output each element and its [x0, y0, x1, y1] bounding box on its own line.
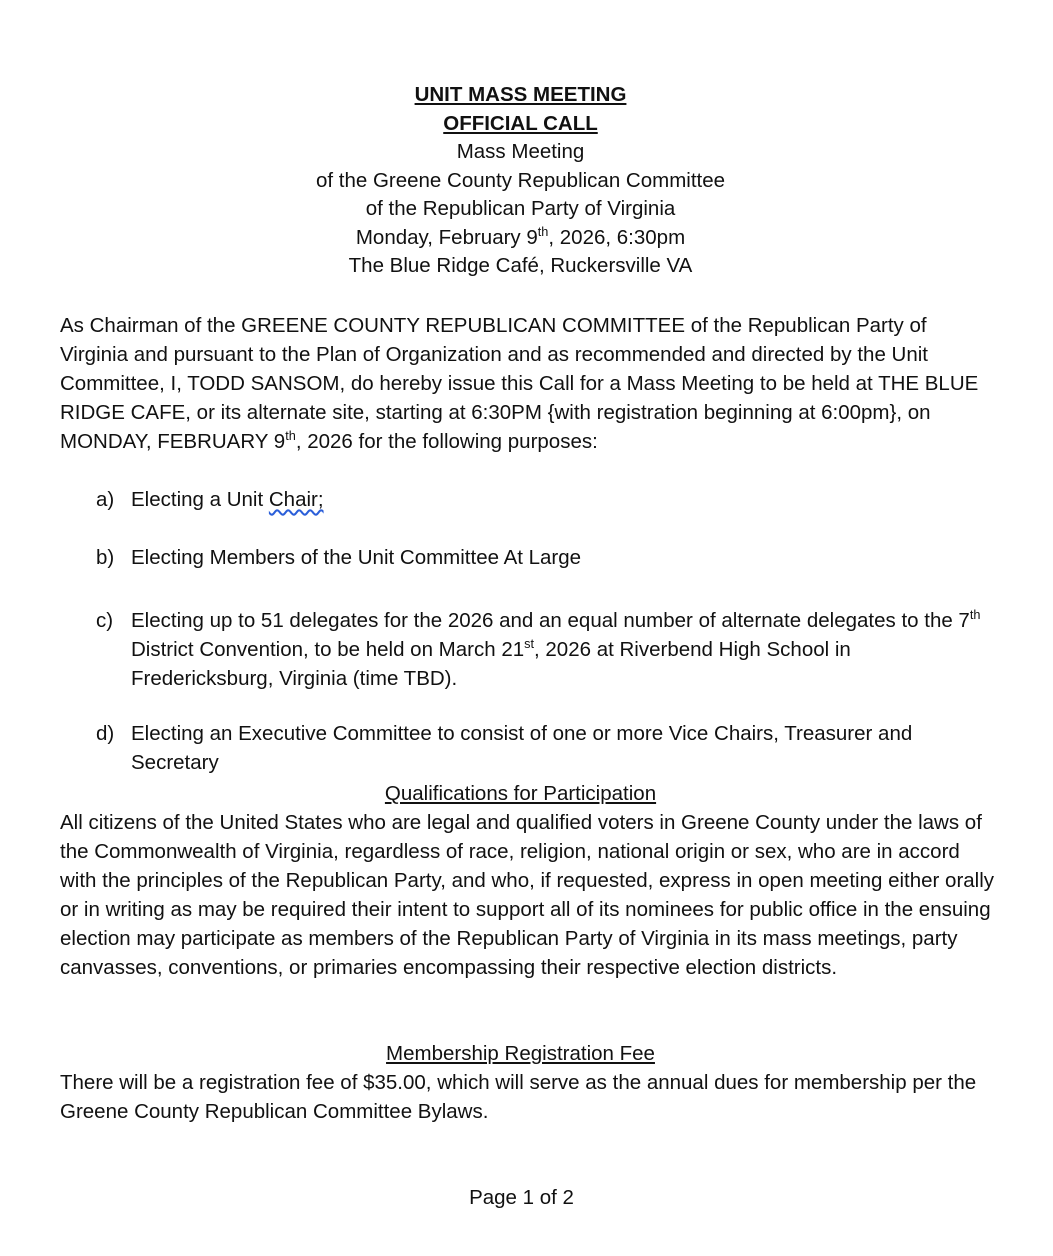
- document-header: [0, 81, 1041, 281]
- meeting-date: Monday, February 9th, 2026, 6:30pm: [355, 223, 686, 249]
- list-marker: b): [96, 546, 115, 569]
- subtitle-party: of the Republican Party of Virginia: [365, 197, 676, 220]
- meeting-venue: The Blue Ridge Café, Ruckersville VA: [348, 254, 693, 277]
- qualifications-paragraph: All citizens of the United States who are legal and qualified voters in Greene County under the laws of the Commonwealth of Virginia, regardless of race, religion, national origin or sex, who are in accord with the principles of the Republican Party, and who, if requested, express in open meeting either orally or in writing as may be required their intent to support all of its nominees for public office in the ensuing election may participate as members of the Republican Party of Virginia in its mass meetings, party canvasses, conventions, or primaries encompassing their respective election districts.: [60, 811, 995, 979]
- list-item-text: Electing an Executive Committee to consist of one or more Vice Chairs, Treasurer and Secretary: [131, 722, 913, 774]
- list-item-text: Electing a Unit Chair;: [131, 488, 324, 511]
- subtitle-mass-meeting: Mass Meeting: [456, 140, 585, 163]
- list-item-text: Electing Members of the Unit Committee At Large: [131, 546, 582, 569]
- title-unit-mass-meeting: UNIT MASS MEETING: [414, 83, 627, 106]
- registration-fee-heading: Membership Registration Fee: [386, 1042, 655, 1065]
- list-marker: a): [96, 488, 115, 511]
- subtitle-committee: of the Greene County Republican Committee: [315, 168, 726, 192]
- title-official-call: OFFICIAL CALL: [443, 111, 598, 135]
- qualifications-heading: Qualifications for Participation: [384, 782, 657, 805]
- registration-fee-paragraph: There will be a registration fee of $35.00, which will serve as the annual dues for membership per the Greene County Republican Committee Bylaws.: [60, 1071, 977, 1123]
- list-marker: c): [96, 609, 114, 632]
- intro-paragraph: As Chairman of the GREENE COUNTY REPUBLICAN COMMITTEE of the Republican Party of Virginia and pursuant to the Plan of Organization and as recommended and directed by the Unit Committee, I, TODD SANSOM, do hereby issue this Call for a Mass Meeting to be held at THE BLUE RIDGE CAFE, or its alternate site, starting at 6:30PM {with registration beginning at 6:00pm}, on MONDAY, FEBRUARY 9th, 2026 for the following purposes:: [60, 314, 979, 453]
- list-marker: d): [96, 722, 115, 745]
- list-item-text: Electing up to 51 delegates for the 2026 and an equal number of alternate delegates to the 7th District Convention, to be held on March 21st, 2026 at Riverbend High School in Fredericksburg, Virginia (time TBD).: [131, 607, 981, 690]
- spellcheck-flagged-word: Chair;: [268, 488, 324, 511]
- page-number: Page 1 of 2: [469, 1186, 574, 1209]
